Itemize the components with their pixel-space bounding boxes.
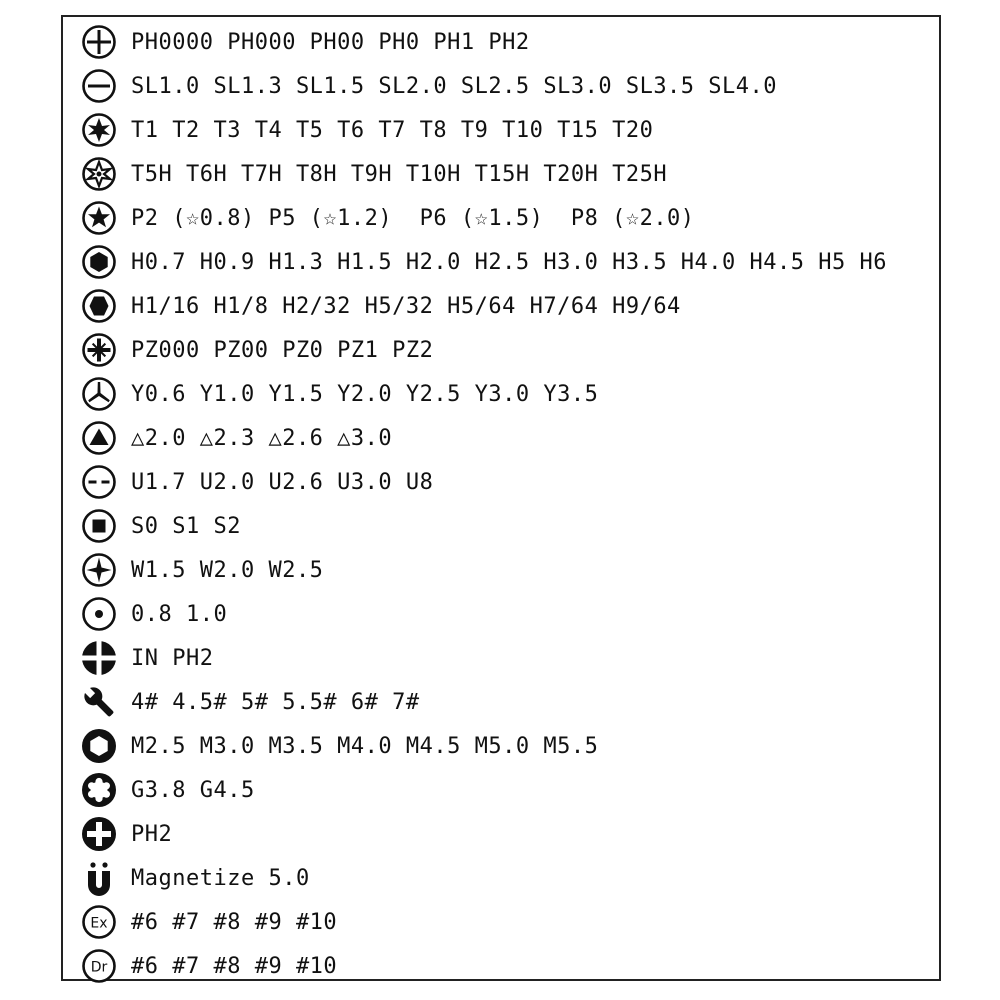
gear-socket-icon	[81, 772, 117, 808]
bit-row-label: W1.5 W2.0 W2.5	[131, 557, 324, 583]
phillips-bold-icon	[81, 816, 117, 852]
bit-row-label: M2.5 M3.0 M3.5 M4.0 M4.5 M5.0 M5.5	[131, 733, 599, 759]
bit-row-torx-security	[81, 154, 667, 194]
bit-row-label: PH2	[131, 821, 173, 847]
bit-row-label: SL1.0 SL1.3 SL1.5 SL2.0 SL2.5 SL3.0 SL3.5 SL4.0	[131, 73, 778, 99]
hex-inch-icon	[81, 288, 117, 324]
bit-row-gear-socket	[81, 770, 255, 810]
bit-row-label: PH0000 PH000 PH00 PH0 PH1 PH2	[131, 29, 530, 55]
bit-row-label: G3.8 G4.5	[131, 777, 255, 803]
bit-row-u-type	[81, 462, 433, 502]
bit-row-hex-socket	[81, 726, 598, 766]
bit-set-card	[61, 15, 941, 981]
bit-row-phillips-bold	[81, 814, 172, 854]
bit-row-label: Y0.6 Y1.0 Y1.5 Y2.0 Y2.5 Y3.0 Y3.5	[131, 381, 599, 407]
square-icon	[81, 508, 117, 544]
bit-row-label: 0.8 1.0	[131, 601, 228, 627]
pozidriv-icon	[81, 332, 117, 368]
bit-row-slotted	[81, 66, 777, 106]
bit-row-label: H1/16 H1/8 H2/32 H5/32 H5/64 H7/64 H9/64	[131, 293, 681, 319]
bit-row-label: 4# 4.5# 5# 5.5# 6# 7#	[131, 689, 420, 715]
bit-row-hex-metric	[81, 242, 887, 282]
bit-row-pentalobe	[81, 198, 695, 238]
driver-icon	[81, 948, 117, 984]
bit-row-label: H0.7 H0.9 H1.3 H1.5 H2.0 H2.5 H3.0 H3.5 H4.0 H4.5 H5 H6	[131, 249, 887, 275]
u-type-icon	[81, 464, 117, 500]
tri-wing-icon	[81, 376, 117, 412]
bit-row-cross-bold	[81, 638, 213, 678]
extractor-icon	[81, 904, 117, 940]
bit-row-four-wing	[81, 550, 323, 590]
phillips-icon	[81, 24, 117, 60]
slotted-icon	[81, 68, 117, 104]
bit-row-phillips	[81, 22, 530, 62]
bit-row-pin	[81, 594, 227, 634]
bit-row-driver	[81, 946, 337, 986]
bit-row-pozidriv	[81, 330, 433, 370]
triangle-icon	[81, 420, 117, 456]
bit-row-extractor	[81, 902, 337, 942]
bit-row-label: #6 #7 #8 #9 #10	[131, 953, 338, 979]
bit-row-label: △2.0 △2.3 △2.6 △3.0	[131, 425, 393, 451]
bit-row-triangle	[81, 418, 392, 458]
bit-row-torx	[81, 110, 653, 150]
bit-row-magnetizer	[81, 858, 310, 898]
bit-row-tri-wing	[81, 374, 598, 414]
bit-row-label: Magnetize 5.0	[131, 865, 310, 891]
bit-row-label: P2 (☆0.8) P5 (☆1.2) P6 (☆1.5) P8 (☆2.0)	[131, 205, 695, 231]
bit-row-hex-inch	[81, 286, 681, 326]
bit-row-label: U1.7 U2.0 U2.6 U3.0 U8	[131, 469, 434, 495]
bit-row-square	[81, 506, 241, 546]
pin-icon	[81, 596, 117, 632]
bit-row-label: S0 S1 S2	[131, 513, 241, 539]
bit-row-label: #6 #7 #8 #9 #10	[131, 909, 338, 935]
bit-row-wrench	[81, 682, 420, 722]
hex-socket-icon	[81, 728, 117, 764]
bit-row-label: T5H T6H T7H T8H T9H T10H T15H T20H T25H	[131, 161, 668, 187]
svg-text:Dr: Dr	[90, 959, 108, 976]
cross-bold-icon	[81, 640, 117, 676]
four-wing-icon	[81, 552, 117, 588]
magnet-icon	[81, 860, 117, 896]
pentalobe-icon	[81, 200, 117, 236]
bit-row-label: T1 T2 T3 T4 T5 T6 T7 T8 T9 T10 T15 T20	[131, 117, 654, 143]
wrench-icon	[81, 684, 117, 720]
svg-text:Ex: Ex	[90, 915, 108, 932]
hex-metric-icon	[81, 244, 117, 280]
torx-security-icon	[81, 156, 117, 192]
torx-icon	[81, 112, 117, 148]
bit-row-label: PZ000 PZ00 PZ0 PZ1 PZ2	[131, 337, 434, 363]
bit-row-label: IN PH2	[131, 645, 214, 671]
